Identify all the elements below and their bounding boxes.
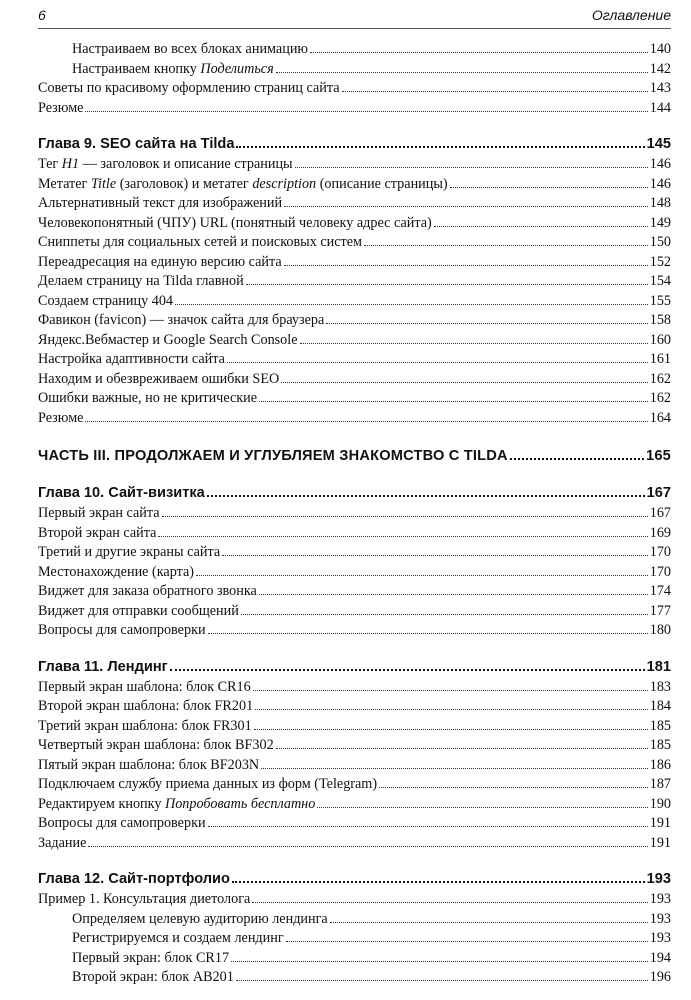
toc-entry[interactable]: Настраиваем кнопку Поделиться 142 xyxy=(72,60,671,77)
page-header xyxy=(38,6,671,29)
toc-entry[interactable]: Пример 1. Консультация диетолога 193 xyxy=(38,891,671,907)
toc-entry[interactable]: Сниппеты для социальных сетей и поисковых систем 150 xyxy=(38,234,671,250)
toc-entry[interactable]: Второй экран шаблона: блок FR201 184 xyxy=(38,698,671,714)
toc-entry[interactable]: Человекопонятный (ЧПУ) URL (понятный человеку адрес сайта) 149 xyxy=(38,214,671,231)
toc-entry[interactable]: Регистрируемся и создаем лендинг 193 xyxy=(72,930,671,946)
toc-entry[interactable]: Пятый экран шаблона: блок BF203N 186 xyxy=(38,756,671,773)
toc-entry[interactable]: Вопросы для самопроверки 180 xyxy=(38,622,671,638)
toc-chapter-9[interactable]: Глава 9. SEO сайта на Tilda 145 xyxy=(38,136,671,152)
toc-entry[interactable]: Ошибки важные, но не критические 162 xyxy=(38,390,671,406)
toc-entry[interactable]: Первый экран: блок CR17 194 xyxy=(72,949,671,966)
toc-entry[interactable]: Определяем целевую аудиторию лендинга 193 xyxy=(72,910,671,927)
toc-entry[interactable]: Второй экран сайта 169 xyxy=(38,524,671,541)
toc-entry[interactable]: Задание 191 xyxy=(38,834,671,851)
toc-entry[interactable]: Виджет для отправки сообщений 177 xyxy=(38,602,671,619)
toc-entry[interactable]: Резюме 144 xyxy=(38,99,671,116)
page-number: 6 xyxy=(38,7,46,23)
toc-entry[interactable]: Переадресация на единую версию сайта 152 xyxy=(38,253,671,270)
toc-entry[interactable]: Первый экран сайта 167 xyxy=(38,505,671,521)
toc-entry[interactable]: Делаем страницу на Tilda главной 154 xyxy=(38,273,671,289)
toc-entry[interactable]: Вопросы для самопроверки 191 xyxy=(38,815,671,831)
toc-entry[interactable]: Подключаем службу приема данных из форм (Telegram) 187 xyxy=(38,776,671,792)
toc-entry[interactable]: Альтернативный текст для изображений 148 xyxy=(38,195,671,211)
toc-entry[interactable]: Настройка адаптивности сайта 161 xyxy=(38,351,671,367)
toc-chapter-10[interactable]: Глава 10. Сайт-визитка 167 xyxy=(38,485,671,501)
toc-entry[interactable]: Метатег Title (заголовок) и метатег description (описание страницы) 146 xyxy=(38,175,671,192)
running-title: Оглавление xyxy=(591,7,671,23)
table-of-contents xyxy=(38,40,671,988)
toc-entry[interactable]: Тег H1 — заголовок и описание страницы 146 xyxy=(38,156,671,172)
toc-entry[interactable]: Первый экран шаблона: блок CR16 183 xyxy=(38,678,671,695)
toc-entry[interactable]: Яндекс.Вебмастер и Google Search Console 160 xyxy=(38,331,671,348)
toc-entry[interactable]: Четвертый экран шаблона: блок BF302 185 xyxy=(38,737,671,753)
toc-entry[interactable]: Второй экран: блок AB201 196 xyxy=(72,969,671,985)
toc-chapter-11[interactable]: Глава 11. Лендинг 181 xyxy=(38,658,671,675)
toc-part-3[interactable]: ЧАСТЬ III. ПРОДОЛЖАЕМ И УГЛУБЛЯЕМ ЗНАКОМСТВО С TILDA 165 xyxy=(38,448,671,464)
toc-entry[interactable]: Советы по красивому оформлению страниц сайта 143 xyxy=(38,80,671,96)
toc-entry[interactable]: Создаем страницу 404 155 xyxy=(38,292,671,309)
toc-entry[interactable]: Настраиваем во всех блоках анимацию 140 xyxy=(72,41,671,57)
toc-entry[interactable]: Находим и обезвреживаем ошибки SEO 162 xyxy=(38,370,671,387)
toc-entry[interactable]: Резюме 164 xyxy=(38,409,671,426)
toc-entry[interactable]: Третий и другие экраны сайта 170 xyxy=(38,544,671,560)
toc-entry[interactable]: Виджет для заказа обратного звонка 174 xyxy=(38,583,671,599)
toc-entry[interactable]: Фавикон (favicon) — значок сайта для браузера 158 xyxy=(38,312,671,328)
toc-entry[interactable]: Третий экран шаблона: блок FR301 185 xyxy=(38,717,671,734)
toc-entry[interactable]: Местонахождение (карта) 170 xyxy=(38,563,671,580)
toc-entry[interactable]: Редактируем кнопку Попробовать бесплатно 190 xyxy=(38,795,671,812)
toc-chapter-12[interactable]: Глава 12. Сайт-портфолио 193 xyxy=(38,871,671,887)
